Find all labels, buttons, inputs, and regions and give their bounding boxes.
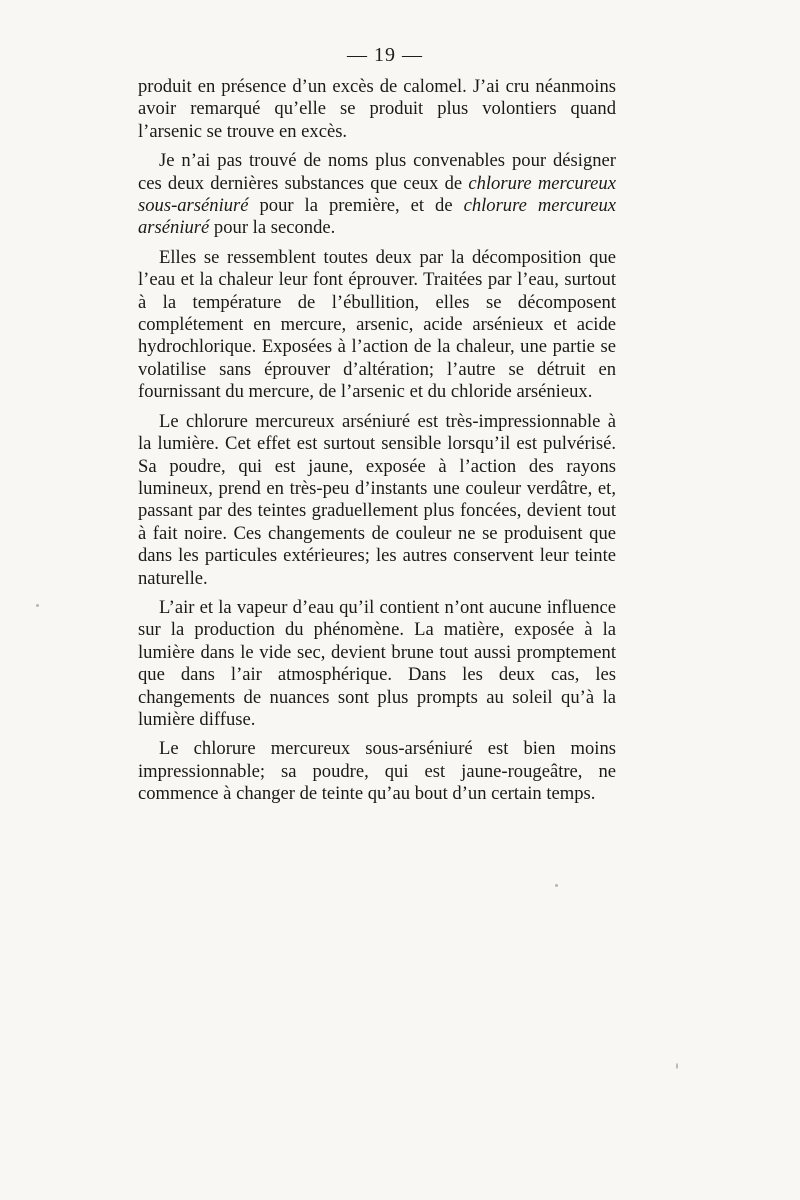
paragraph-6 (138, 738, 616, 805)
paragraph-5 (138, 597, 616, 731)
paragraph-6-text: Le chlorure mercureux sous-arséniuré est bien moins impressionnable; sa poudre, qui est jaune-rougeâtre, ne commence à changer de teinte qu’au bout d’un certain temps. (138, 738, 616, 805)
paragraph-5-text: L’air et la vapeur d’eau qu’il contient n’ont aucune influence sur la production du phénomène. La matière, exposée à la lumière dans le vide sec, devient brune tout aussi promptement que dans l’air atmosphérique. Dans les deux cas, les changements de nuances sont plus prompts au soleil qu’à la lumière diffuse. (138, 596, 616, 730)
body-text (138, 76, 616, 813)
paragraph-1 (138, 76, 616, 143)
paragraph-2-text-1: Je n’ai pas trouvé de noms plus convenables pour désigner ces deux dernières substances que ceux de (138, 150, 616, 194)
paragraph-3-text: Elles se ressemblent toutes deux par la décomposition que l’eau et la chaleur leur font éprouver. Traitées par l’eau, surtout à la température de l’ébullition, elles se décomposent complétement en mercure, arsenic, acide arsénieux et acide hydrochlorique. Exposées à l’action de la chaleur, une partie se volatilise sans éprouver d’altération; l’autre se détruit en fournissant du mercure, de l’arsenic et du chloride arsénieux. (138, 246, 616, 403)
paragraph-2-text-3: pour la seconde. (209, 217, 336, 239)
paragraph-2-text-2: pour la première, et de (248, 195, 464, 217)
paragraph-4 (138, 411, 616, 590)
page-number: — 19 — (347, 44, 423, 66)
italic-term-chlorure-mercureux-arseniure: chlorure mercureux arséniuré (138, 195, 617, 239)
page-speck (676, 1063, 678, 1069)
paragraph-3 (138, 247, 616, 404)
paragraph-2 (138, 150, 616, 240)
page-speck (36, 604, 39, 607)
paragraph-1-text: produit en présence d’un excès de calomel. J’ai cru néanmoins avoir remarqué qu’elle se produit plus volontiers quand l’arsenic se trouve en excès. (138, 76, 616, 142)
paragraph-4-text: Le chlorure mercureux arséniuré est très-impressionnable à la lumière. Cet effet est surtout sensible lorsqu’il est pulvérisé. Sa poudre, qui est jaune, exposée à l’action des rayons lumineux, prend en très-peu d’instants une couleur verdâtre, et, passant par des teintes graduellement plus foncées, devient tout à fait noire. Ces changements de couleur ne se produisent que dans les particules extérieures; les autres conservent leur teinte naturelle. (138, 410, 616, 589)
page-speck (555, 884, 558, 887)
italic-term-chlorure-mercureux-sous-arseniure: chlorure mercureux sous-arséniuré (138, 172, 616, 217)
